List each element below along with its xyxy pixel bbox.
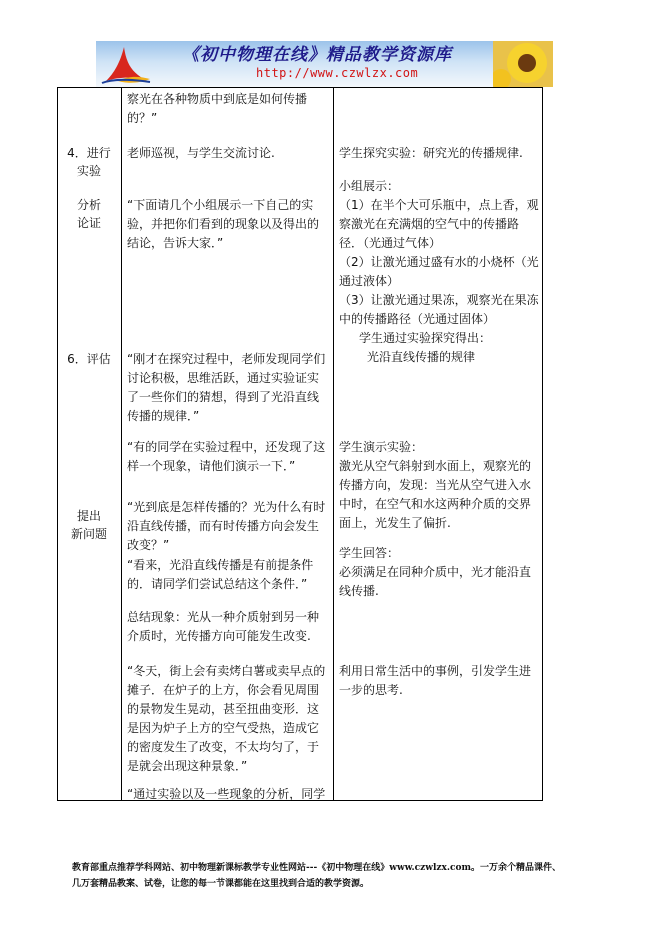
question-student-text: 必须满足在同种介质中，光才能沿直线传播.	[339, 565, 532, 598]
question-student-title: 学生回答：	[339, 546, 400, 560]
question-label-line2: 新问题	[70, 527, 107, 541]
analysis-student	[339, 177, 539, 367]
step4-label-line1: 4．进行	[67, 146, 111, 160]
footer-line-2: 几万套精品教案、试卷，让您的每一节课都能在这里找到合适的教学资源。	[72, 879, 370, 889]
analysis-teacher: “下面请几个小组展示一下自己的实验，并把你们看到的现象以及得出的结论，告诉大家．”	[127, 198, 320, 250]
banner-url[interactable]: http://www.czwlzx.com	[256, 66, 419, 80]
analysis-student-item-3: （3）让激光通过果冻，观察光在果冻中的传播路径（光通过固体）	[339, 293, 539, 326]
column-divider-2	[333, 87, 334, 801]
page-footer	[72, 860, 632, 892]
last-text: “通过实验以及一些现象的分析，同学	[127, 787, 326, 801]
analysis-student-item-1: （1）在半个大可乐瓶中，点上香，观察激光在充满烟的空气中的传播路径．（光通过气体）	[339, 198, 539, 250]
eval-student-text: 激光从空气斜射到水面上，观察光的传播方向，发现：当光从空气进入水中时，在空气和水这两种介质的交界面上，光发生了偏折.	[339, 459, 532, 530]
analysis-conclusion-1: 学生通过实验探究得出：	[359, 331, 492, 345]
step4-label-line2: 实验	[76, 164, 101, 178]
winter-text: “冬天，街上会有卖烤白薯或卖早点的摊子．在炉子的上方，你会看见周围的景物发生晃动，甚至扭曲变形．这是因为炉子上方的空气受热，造成它的密度发生了改变，不太均匀了，于是就会出现这种景象．”	[127, 664, 326, 773]
step4-label	[59, 144, 119, 180]
question-teacher-1: “光到底是怎样传播的？光为什么有时沿直线传播，而有时传播方向会发生改变？”	[127, 500, 326, 552]
intro-text: 察光在各种物质中到底是如何传播的？”	[127, 92, 308, 125]
analysis-label-line1: 分析	[76, 198, 101, 212]
summary-text: 总结现象：光从一种介质射到另一种介质时，光传播方向可能发生改变.	[127, 610, 320, 643]
logo-icon	[100, 43, 152, 85]
question-teacher-2: “看来，光沿直线传播是有前提条件的．请同学们尝试总结这个条件．”	[127, 558, 314, 591]
step4-teacher: 老师巡视，与学生交流讨论.	[127, 146, 275, 160]
sunflower-icon	[493, 41, 553, 87]
analysis-label	[59, 196, 119, 232]
eval-label: 6．评估	[67, 352, 111, 366]
analysis-label-line2: 论证	[76, 216, 101, 230]
header-banner	[96, 41, 553, 87]
eval-teacher: “刚才在探究过程中，老师发现同学们讨论积极，思维活跃，通过实验证实了一些你们的猜想，得到了光沿直线传播的规律．”	[127, 352, 326, 423]
footer-line-1: 教育部重点推荐学科网站、初中物理新课标教学专业性网站---《初中物理在线》www.czwlzx.com。一万余个精品课件、	[72, 863, 562, 873]
analysis-student-item-2: （2）让激光通过盛有水的小烧杯（光通过液体）	[339, 255, 539, 288]
eval-student	[339, 438, 539, 533]
banner-title: 《初中物理在线》精品教学资源库	[182, 45, 452, 65]
winter-student: 利用日常生活中的事例，引发学生进一步的思考.	[339, 664, 532, 697]
analysis-student-title: 小组展示：	[339, 179, 400, 193]
analysis-conclusion-2: 光沿直线传播的规律	[367, 350, 476, 364]
eval-student-title: 学生演示实验：	[339, 440, 424, 454]
question-student	[339, 544, 539, 601]
column-divider-1	[121, 87, 122, 801]
question-label	[59, 507, 119, 543]
question-label-line1: 提出	[76, 509, 101, 523]
step4-student: 学生探究实验：研究光的传播规律.	[339, 146, 523, 160]
eval-teacher-2: “有的同学在实验过程中，还发现了这样一个现象，请他们演示一下．”	[127, 440, 326, 473]
